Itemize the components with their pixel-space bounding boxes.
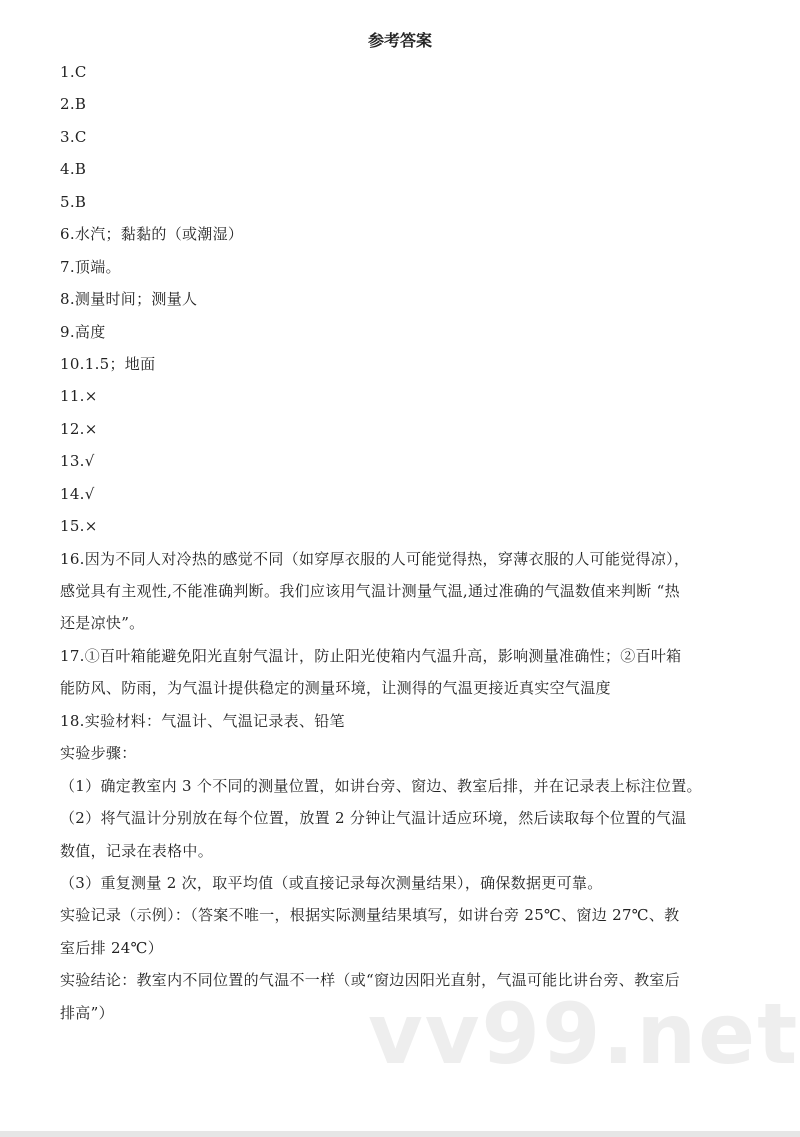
- answer-line: 9.高度: [60, 322, 106, 341]
- page-bottom-edge: [0, 1131, 800, 1137]
- answer-line: 1.C: [60, 63, 87, 81]
- answer-line: 能防风、防雨，为气温计提供稳定的测量环境，让测得的气温更接近真实空气温度: [60, 679, 611, 698]
- answer-line: 3.C: [60, 127, 87, 146]
- answer-line: 还是凉快”。: [60, 614, 145, 633]
- answer-line: 实验记录（示例）：（答案不唯一，根据实际测量结果填写，如讲台旁 25℃、窗边 27℃、教: [60, 906, 680, 925]
- answer-line: 实验结论：教室内不同位置的气温不一样（或“窗边因阳光直射，气温可能比讲台旁、教室后: [60, 971, 680, 990]
- answer-line: （3）重复测量 2 次，取平均值（或直接记录每次测量结果），确保数据更可靠。: [60, 873, 603, 892]
- answer-line: （2）将气温计分别放在每个位置，放置 2 分钟让气温计适应环境，然后读取每个位置的气温: [60, 809, 687, 828]
- answer-line: 4.B: [60, 160, 87, 179]
- answer-line: 16.因为不同人对冷热的感觉不同（如穿厚衣服的人可能觉得热，穿薄衣服的人可能觉得凉），: [60, 549, 690, 568]
- answer-list: [60, 60, 760, 1033]
- answer-line: 5.B: [60, 192, 87, 211]
- document-title: 参考答案: [367, 31, 432, 50]
- watermark: vv99.net: [368, 985, 800, 1083]
- answer-line: 7.顶端。: [60, 257, 121, 276]
- answer-line: 实验步骤：: [60, 744, 137, 763]
- answer-line: 2.B: [60, 95, 87, 114]
- answer-line: 6.水汽；黏黏的（或潮湿）: [60, 225, 244, 244]
- answer-line: 数值，记录在表格中。: [60, 841, 214, 860]
- answer-line: 18.实验材料：气温计、气温记录表、铅笔: [60, 711, 345, 730]
- answer-line: 室后排 24℃）: [60, 938, 164, 957]
- answer-line: 10.1.5；地面: [60, 354, 156, 373]
- answer-line: 排高”）: [60, 1003, 114, 1022]
- answer-line: 14.√: [60, 484, 95, 503]
- answer-line: 13.√: [60, 452, 95, 471]
- answer-line: 15.×: [60, 517, 98, 536]
- answer-line: 8.测量时间；测量人: [60, 290, 198, 309]
- answer-line: 17.①百叶箱能避免阳光直射气温计，防止阳光使箱内气温升高，影响测量准确性；②百叶箱: [60, 646, 682, 665]
- answer-line: 感觉具有主观性,不能准确判断。我们应该用气温计测量气温,通过准确的气温数值来判断 “热: [60, 582, 680, 600]
- answer-line: （1）确定教室内 3 个不同的测量位置，如讲台旁、窗边、教室后排，并在记录表上标注位置。: [60, 776, 702, 795]
- answer-line: 12.×: [60, 419, 98, 438]
- answer-line: 11.×: [60, 387, 98, 406]
